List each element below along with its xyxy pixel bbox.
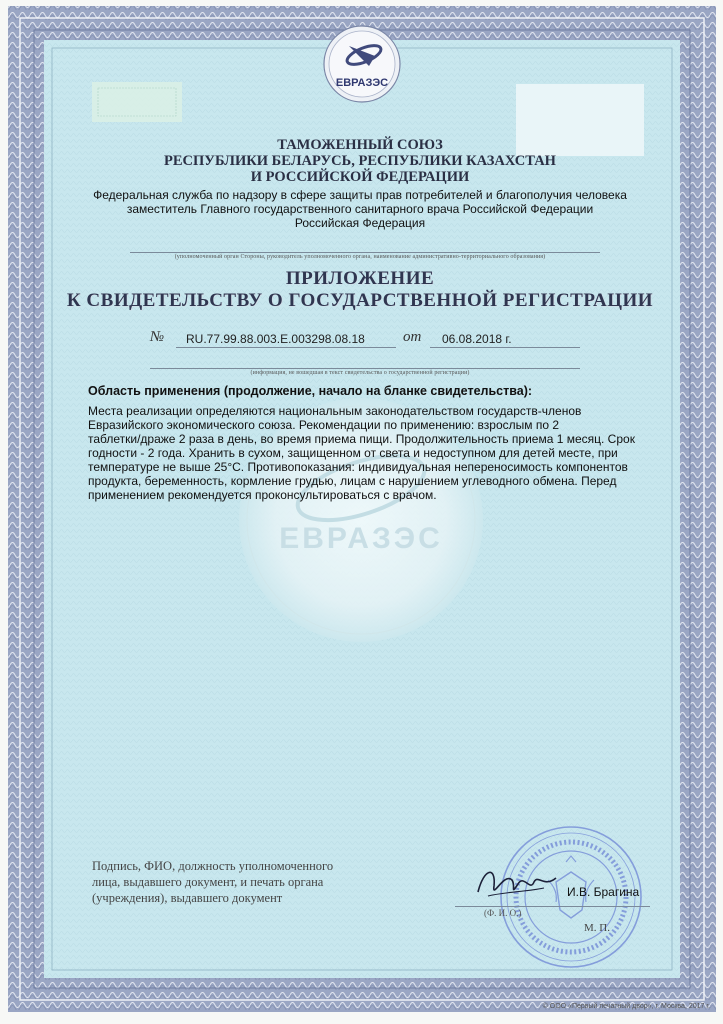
union-header bbox=[70, 137, 650, 185]
printer-imprint: © ООО «Первый печатный двор», г. Москва, 2017 г. bbox=[542, 1003, 710, 1010]
name-caption: (Ф. И. О.) bbox=[484, 908, 522, 918]
number-underline bbox=[176, 347, 396, 348]
agency-line-2: заместитель Главного государственного санитарного врача Российской Федерации bbox=[126, 202, 594, 216]
stamp-place-label: М. П. bbox=[584, 922, 610, 934]
agency-line-3: Российская Федерация bbox=[294, 216, 426, 230]
title-line-2: К СВИДЕТЕЛЬСТВУ О ГОСУДАРСТВЕННОЙ РЕГИСТРАЦИИ bbox=[66, 290, 654, 311]
issuing-agency bbox=[70, 188, 650, 230]
union-line-1: ТАМОЖЕННЫЙ СОЮЗ bbox=[277, 137, 443, 153]
body-line-1: Места реализации определяются национальным законодательством государств-членов bbox=[88, 404, 582, 418]
union-line-3: И РОССИЙСКОЙ ФЕДЕРАЦИИ bbox=[250, 169, 470, 185]
sig-label-line-2: лица, выдавшего документ, и печать органа bbox=[92, 875, 324, 889]
number-label: № bbox=[150, 329, 165, 345]
body-line-7: применением рекомендуется проконсультироваться с врачом. bbox=[88, 488, 437, 502]
body-line-2: Евразийского экономического союза. Рекомендации по применению: взрослым по 2 bbox=[88, 418, 560, 432]
logo-text: ЕВРАЗЭС bbox=[335, 77, 389, 89]
watermark-text: ЕВРАЗЭС bbox=[279, 522, 443, 555]
body-line-4: годности - 2 года. Хранить в сухом, защищенном от света и недоступном для детей месте, при bbox=[88, 446, 618, 460]
registration-date: 06.08.2018 г. bbox=[442, 332, 512, 346]
signature-block-label bbox=[92, 858, 407, 906]
date-underline bbox=[430, 347, 580, 348]
info-underline bbox=[150, 368, 580, 369]
title-line-1: ПРИЛОЖЕНИЕ bbox=[285, 268, 435, 289]
date-label: от bbox=[403, 329, 422, 345]
union-line-2: РЕСПУБЛИКИ БЕЛАРУСЬ, РЕСПУБЛИКИ КАЗАХСТАН bbox=[164, 153, 556, 169]
eurasec-logo bbox=[324, 26, 400, 102]
registration-number: RU.77.99.88.003.E.003298.08.18 bbox=[186, 332, 365, 346]
body-line-6: продукта, беременность, кормление грудью, лицам с нарушением углеводного обмена. Перед bbox=[88, 474, 617, 488]
agency-line-1: Федеральная служба по надзору в сфере защиты прав потребителей и благополучия человека bbox=[93, 188, 627, 202]
handwritten-signature bbox=[474, 862, 560, 906]
body-line-3: таблетки/драже 2 раза в день, во время приема пищи. Продолжительность приема 1 месяц. Срок bbox=[88, 432, 635, 446]
agency-caption: (уполномоченный орган Стороны, руководитель уполномоченного органа, наименование административно-территориального образования) bbox=[174, 254, 546, 260]
body-text bbox=[88, 404, 648, 502]
agency-underline bbox=[130, 252, 600, 253]
info-caption: (информация, не вошедшая в текст свидетельства о государственной регистрации) bbox=[250, 370, 470, 376]
sig-label-line-1: Подпись, ФИО, должность уполномоченного bbox=[92, 859, 334, 873]
scope-heading: Область применения (продолжение, начало на бланке свидетельства): bbox=[88, 384, 533, 398]
signer-name: И.В. Брагина bbox=[567, 885, 640, 899]
body-line-5: температуре не выше 25°С. Противопоказания: индивидуальная непереносимость компонентов bbox=[88, 460, 628, 474]
sig-label-line-3: (учреждения), выдавшего документ bbox=[92, 891, 283, 905]
signature-underline bbox=[455, 906, 650, 907]
